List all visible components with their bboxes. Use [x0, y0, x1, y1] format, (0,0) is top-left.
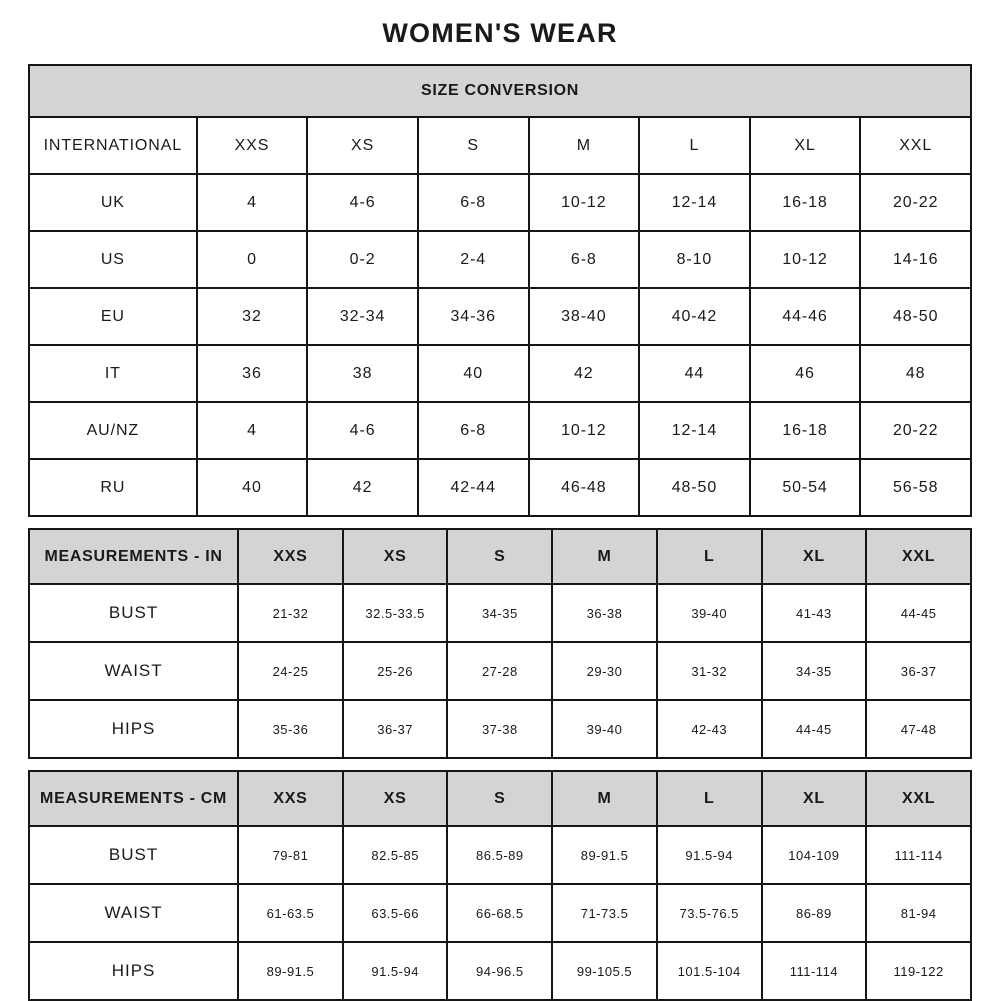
- table-cell: 12-14: [639, 174, 750, 231]
- column-header: L: [639, 117, 750, 174]
- table-row: [29, 402, 971, 459]
- table-cell: 50-54: [750, 459, 861, 516]
- column-header: S: [418, 117, 529, 174]
- table-cell: 4: [197, 402, 308, 459]
- column-header-row: [29, 771, 971, 826]
- table-cell: 91.5-94: [657, 826, 762, 884]
- table-cell: 48-50: [860, 288, 971, 345]
- table-cell: 63.5-66: [343, 884, 448, 942]
- table-cell: 12-14: [639, 402, 750, 459]
- row-label: WAIST: [29, 642, 238, 700]
- table-cell: 82.5-85: [343, 826, 448, 884]
- table-cell: 25-26: [343, 642, 448, 700]
- table-cell: 14-16: [860, 231, 971, 288]
- table-cell: 10-12: [529, 174, 640, 231]
- table-cell: 2-4: [418, 231, 529, 288]
- column-header: XXS: [238, 529, 343, 584]
- table-cell: 31-32: [657, 642, 762, 700]
- row-label: BUST: [29, 584, 238, 642]
- column-header-row: [29, 529, 971, 584]
- measurements-cm-table: [28, 770, 972, 1001]
- table-cell: 91.5-94: [343, 942, 448, 1000]
- table-row: [29, 884, 971, 942]
- table-cell: 4-6: [307, 174, 418, 231]
- table-cell: 44: [639, 345, 750, 402]
- table-cell: 36: [197, 345, 308, 402]
- table-cell: 20-22: [860, 402, 971, 459]
- table-cell: 29-30: [552, 642, 657, 700]
- table-cell: 38-40: [529, 288, 640, 345]
- page-title: WOMEN'S WEAR: [382, 18, 618, 48]
- table-cell: 81-94: [866, 884, 971, 942]
- column-header: XL: [762, 771, 867, 826]
- column-header: XXS: [238, 771, 343, 826]
- table-cell: 20-22: [860, 174, 971, 231]
- table-cell: 89-91.5: [552, 826, 657, 884]
- row-label: EU: [29, 288, 197, 345]
- table-cell: 32.5-33.5: [343, 584, 448, 642]
- column-header: L: [657, 771, 762, 826]
- table-cell: 32: [197, 288, 308, 345]
- table-cell: 42-43: [657, 700, 762, 758]
- table-cell: 6-8: [529, 231, 640, 288]
- table-cell: 34-35: [447, 584, 552, 642]
- row-label: RU: [29, 459, 197, 516]
- column-header: XXL: [866, 529, 971, 584]
- table-cell: 94-96.5: [447, 942, 552, 1000]
- column-header: XS: [343, 771, 448, 826]
- table-row: [29, 288, 971, 345]
- column-header-row: [29, 117, 971, 174]
- table-cell: 44-45: [762, 700, 867, 758]
- table-cell: 4: [197, 174, 308, 231]
- table-cell: 10-12: [750, 231, 861, 288]
- table-cell: 10-12: [529, 402, 640, 459]
- table-cell: 0: [197, 231, 308, 288]
- row-label: UK: [29, 174, 197, 231]
- table-cell: 39-40: [657, 584, 762, 642]
- table-cell: 34-35: [762, 642, 867, 700]
- table-cell: 40: [197, 459, 308, 516]
- column-header: L: [657, 529, 762, 584]
- table-row: [29, 584, 971, 642]
- table-gap: [28, 759, 972, 770]
- table-cell: 86-89: [762, 884, 867, 942]
- table-cell: 46: [750, 345, 861, 402]
- table-cell: 48: [860, 345, 971, 402]
- table-cell: 21-32: [238, 584, 343, 642]
- table-cell: 27-28: [447, 642, 552, 700]
- table-cell: 35-36: [238, 700, 343, 758]
- row-label: BUST: [29, 826, 238, 884]
- table-cell: 38: [307, 345, 418, 402]
- column-header: S: [447, 529, 552, 584]
- table-cell: 101.5-104: [657, 942, 762, 1000]
- column-header: S: [447, 771, 552, 826]
- row-label: HIPS: [29, 942, 238, 1000]
- table-cell: 8-10: [639, 231, 750, 288]
- table-gap: [28, 517, 972, 528]
- table-cell: 36-37: [343, 700, 448, 758]
- table-cell: 104-109: [762, 826, 867, 884]
- row-label: US: [29, 231, 197, 288]
- column-header: M: [529, 117, 640, 174]
- table-cell: 89-91.5: [238, 942, 343, 1000]
- table-cell: 111-114: [762, 942, 867, 1000]
- table-cell: 44-46: [750, 288, 861, 345]
- table-cell: 71-73.5: [552, 884, 657, 942]
- table-cell: 36-37: [866, 642, 971, 700]
- table-row: [29, 700, 971, 758]
- table-cell: 42: [529, 345, 640, 402]
- table-cell: 32-34: [307, 288, 418, 345]
- table-cell: 66-68.5: [447, 884, 552, 942]
- measurements-in-header: MEASUREMENTS - IN: [29, 529, 238, 584]
- table-cell: 4-6: [307, 402, 418, 459]
- table-cell: 46-48: [529, 459, 640, 516]
- table-cell: 34-36: [418, 288, 529, 345]
- table-row: [29, 826, 971, 884]
- table-cell: 47-48: [866, 700, 971, 758]
- table-row: [29, 459, 971, 516]
- column-header: INTERNATIONAL: [29, 117, 197, 174]
- table-cell: 0-2: [307, 231, 418, 288]
- column-header: XXL: [860, 117, 971, 174]
- column-header: XS: [307, 117, 418, 174]
- table-cell: 73.5-76.5: [657, 884, 762, 942]
- table-row: [29, 174, 971, 231]
- table-cell: 42: [307, 459, 418, 516]
- column-header: XS: [343, 529, 448, 584]
- table-cell: 48-50: [639, 459, 750, 516]
- table-cell: 61-63.5: [238, 884, 343, 942]
- table-cell: 119-122: [866, 942, 971, 1000]
- row-label: WAIST: [29, 884, 238, 942]
- table-cell: 16-18: [750, 174, 861, 231]
- table-cell: 111-114: [866, 826, 971, 884]
- table-cell: 86.5-89: [447, 826, 552, 884]
- column-header: M: [552, 771, 657, 826]
- table-cell: 44-45: [866, 584, 971, 642]
- size-conversion-header: SIZE CONVERSION: [29, 65, 971, 117]
- measurements-cm-header: MEASUREMENTS - CM: [29, 771, 238, 826]
- measurements-in-table: [28, 528, 972, 759]
- table-cell: 99-105.5: [552, 942, 657, 1000]
- table-cell: 36-38: [552, 584, 657, 642]
- table-cell: 6-8: [418, 402, 529, 459]
- table-cell: 41-43: [762, 584, 867, 642]
- table-cell: 6-8: [418, 174, 529, 231]
- table-row: [29, 642, 971, 700]
- table-cell: 39-40: [552, 700, 657, 758]
- table-row: [29, 231, 971, 288]
- table-cell: 42-44: [418, 459, 529, 516]
- column-header: XL: [762, 529, 867, 584]
- table-cell: 79-81: [238, 826, 343, 884]
- row-label: AU/NZ: [29, 402, 197, 459]
- column-header: XXS: [197, 117, 308, 174]
- table-cell: 37-38: [447, 700, 552, 758]
- table-cell: 56-58: [860, 459, 971, 516]
- table-cell: 24-25: [238, 642, 343, 700]
- table-cell: 40: [418, 345, 529, 402]
- table-cell: 40-42: [639, 288, 750, 345]
- row-label: IT: [29, 345, 197, 402]
- column-header: XXL: [866, 771, 971, 826]
- table-row: [29, 942, 971, 1000]
- column-header: XL: [750, 117, 861, 174]
- size-conversion-table: [28, 64, 972, 517]
- table-row: [29, 345, 971, 402]
- column-header: M: [552, 529, 657, 584]
- table-cell: 16-18: [750, 402, 861, 459]
- table-caption-row: [29, 65, 971, 117]
- row-label: HIPS: [29, 700, 238, 758]
